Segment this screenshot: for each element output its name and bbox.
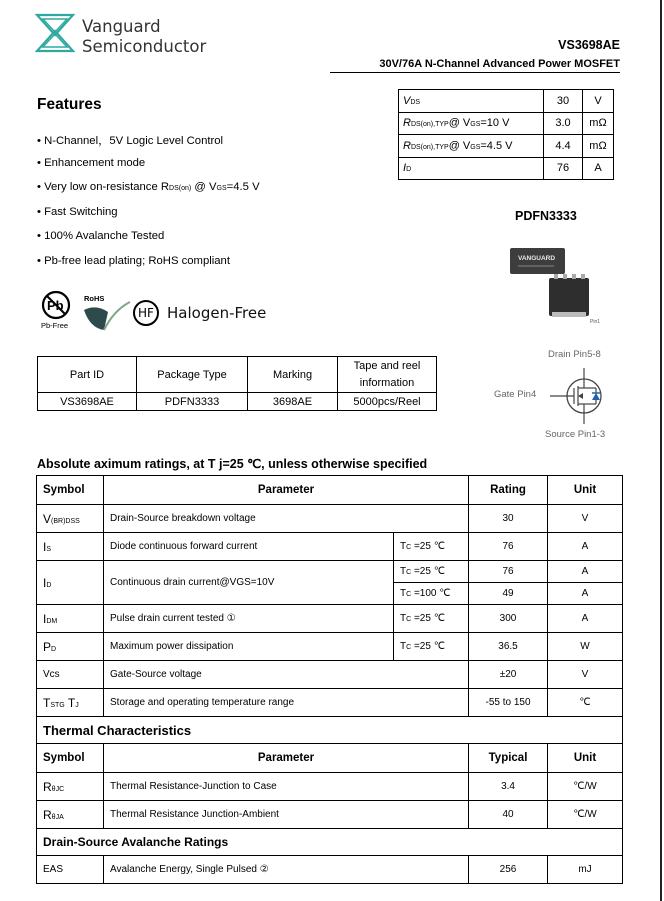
table-row [37, 561, 623, 583]
value-cell: 3.4 [469, 773, 548, 801]
unit-cell: A [548, 561, 623, 583]
param-cell: Avalanche Energy, Single Pulsed ② [104, 856, 469, 884]
header-rule [330, 72, 620, 73]
halogen-free-logo [133, 300, 266, 326]
col-header: Unit [548, 476, 623, 505]
feature-text: Pb-free lead plating; RoHS compliant [44, 254, 230, 267]
pb-free-text: Pb-Free [41, 321, 69, 330]
param-cell: Pulse drain current tested ① [104, 605, 394, 633]
spec-param: ID [399, 157, 544, 180]
ordering-table [37, 356, 437, 411]
feature-text: 100% Avalanche Tested [44, 230, 165, 242]
hf-mark: HF [133, 300, 159, 326]
spec-unit: mΩ [583, 135, 614, 158]
package-title: PDFN3333 [515, 209, 577, 223]
page-right-border [660, 0, 662, 901]
col-header: Typical [469, 744, 548, 773]
feature-text: Fast Switching [44, 205, 118, 218]
feature-item [37, 206, 260, 231]
features-title: Features [37, 96, 102, 113]
source-pin-label: Source Pin1-3 [545, 429, 606, 440]
pb-free-logo [40, 289, 80, 333]
section-row [37, 717, 623, 744]
table-row [37, 801, 623, 829]
col-header: Unit [548, 744, 623, 773]
table-row [399, 90, 614, 113]
symbol-cell: IDM [37, 605, 104, 633]
col-header: Parameter [104, 744, 469, 773]
rating-cell: ±20 [469, 661, 548, 689]
chip-brand: VANGUARD [518, 255, 556, 262]
symbol-cell: TSTG TJ [37, 689, 104, 717]
unit-cell: V [548, 661, 623, 689]
col-header: Part ID [38, 357, 137, 393]
value-cell: 40 [469, 801, 548, 829]
table-header-row [37, 744, 623, 773]
col-header: Rating [469, 476, 548, 505]
param-cell: Thermal Resistance-Junction to Case [104, 773, 469, 801]
spec-unit: mΩ [583, 112, 614, 135]
section-row [37, 829, 623, 856]
table-row [37, 605, 623, 633]
table-row [399, 135, 614, 158]
table-row [37, 533, 623, 561]
spec-unit: V [583, 90, 614, 113]
abs-ratings-title: Absolute aximum ratings, at T j=25 ℃, unless otherwise specified [37, 457, 428, 471]
col-header: Symbol [37, 744, 104, 773]
unit-cell: V [548, 505, 623, 533]
unit-cell: mJ [548, 856, 623, 884]
cell: 5000pcs/Reel [338, 393, 437, 411]
company-line1: Vanguard [82, 17, 161, 36]
col-header: Symbol [37, 476, 104, 505]
feature-item [37, 157, 260, 182]
col-header: Tape and reel information [338, 357, 437, 393]
rating-cell: 49 [469, 583, 548, 605]
key-spec-table [398, 89, 614, 180]
feature-item [37, 255, 260, 280]
cond-cell: TC =25 ℃ [394, 561, 469, 583]
cond-cell: TC =25 ℃ [394, 633, 469, 661]
unit-cell: A [548, 533, 623, 561]
table-row [37, 661, 623, 689]
rating-cell: -55 to 150 [469, 689, 548, 717]
gate-pin-label: Gate Pin4 [494, 389, 537, 400]
cell: 3698AE [248, 393, 338, 411]
spec-value: 30 [544, 90, 583, 113]
rohs-logo [82, 290, 132, 334]
rating-cell: 76 [469, 533, 548, 561]
spec-value: 3.0 [544, 112, 583, 135]
unit-cell: ℃/W [548, 773, 623, 801]
feature-item [37, 132, 260, 157]
part-number: VS3698AE [558, 38, 620, 52]
cond-cell: TC =25 ℃ [394, 605, 469, 633]
pin1-label: Pin1 [590, 319, 601, 325]
spec-value: 4.4 [544, 135, 583, 158]
package-photo [508, 240, 608, 330]
unit-cell: ℃ [548, 689, 623, 717]
halogen-free-text: Halogen-Free [167, 304, 267, 322]
cond-cell: TC =100 ℃ [394, 583, 469, 605]
avalanche-title: Drain-Source Avalanche Ratings [37, 829, 623, 856]
spec-param: RDS(on),TYP@ VGS=10 V [399, 112, 544, 135]
value-cell: 256 [469, 856, 548, 884]
cond-cell: TC =25 ℃ [394, 533, 469, 561]
col-header: Package Type [137, 357, 248, 393]
cell: VS3698AE [38, 393, 137, 411]
symbol-cell: Vcs [37, 661, 104, 689]
mosfet-symbol-icon [550, 368, 620, 428]
param-cell: Drain-Source breakdown voltage [104, 505, 469, 533]
rating-cell: 30 [469, 505, 548, 533]
table-row [37, 633, 623, 661]
feature-sub: GS [216, 185, 227, 192]
rating-cell: 76 [469, 561, 548, 583]
col-header: Marking [248, 357, 338, 393]
table-row [37, 505, 623, 533]
unit-cell: ℃/W [548, 801, 623, 829]
rating-cell: 300 [469, 605, 548, 633]
symbol-cell: PD [37, 633, 104, 661]
cell: PDFN3333 [137, 393, 248, 411]
unit-cell: A [548, 605, 623, 633]
feature-text: =4.5 V [226, 181, 260, 193]
thermal-title: Thermal Characteristics [37, 717, 623, 744]
param-cell: Storage and operating temperature range [104, 689, 469, 717]
pb-mark: Pb [47, 298, 64, 313]
feature-text: Very low on-resistance R [44, 181, 170, 193]
table-row [37, 773, 623, 801]
table-row [399, 157, 614, 180]
symbol-cell: RθJA [37, 801, 104, 829]
symbol-cell: EAS [37, 856, 104, 884]
table-row [37, 856, 623, 884]
company-name [82, 17, 206, 57]
feature-text: Enhancement mode [44, 156, 146, 169]
col-header: Parameter [104, 476, 469, 505]
rohs-text: RoHS [84, 294, 105, 303]
feature-sub: DS(on) [169, 185, 192, 192]
param-cell: Maximum power dissipation [104, 633, 394, 661]
company-line2: Semiconductor [82, 37, 207, 56]
table-header-row [37, 476, 623, 505]
spec-unit: A [583, 157, 614, 180]
table-row [399, 112, 614, 135]
param-cell: Continuous drain current@VGS=10V [104, 561, 394, 605]
unit-cell: A [548, 583, 623, 605]
symbol-cell: IS [37, 533, 104, 561]
param-cell: Thermal Resistance Junction-Ambient [104, 801, 469, 829]
unit-cell: W [548, 633, 623, 661]
document-subtitle: 30V/76A N-Channel Advanced Power MOSFET [379, 58, 620, 70]
feature-text: @ V [191, 181, 217, 193]
ratings-table [36, 475, 623, 884]
param-cell: Diode continuous forward current [104, 533, 394, 561]
table-row [37, 689, 623, 717]
symbol-cell: RθJC [37, 773, 104, 801]
feature-item [37, 181, 260, 206]
feature-text: N-Channel，5V Logic Level Control [44, 135, 224, 147]
vanguard-logo-icon [35, 13, 75, 53]
symbol-cell: ID [37, 561, 104, 605]
feature-item [37, 230, 260, 255]
drain-pin-label: Drain Pin5-8 [548, 349, 601, 360]
spec-value: 76 [544, 157, 583, 180]
table-header-row [38, 357, 437, 393]
spec-param: VDS [399, 90, 544, 113]
rating-cell: 36.5 [469, 633, 548, 661]
symbol-cell: V(BR)DSS [37, 505, 104, 533]
param-cell: Gate-Source voltage [104, 661, 469, 689]
spec-param: RDS(on),TYP@ VGS=4.5 V [399, 135, 544, 158]
features-list [37, 132, 260, 279]
table-row [38, 393, 437, 411]
